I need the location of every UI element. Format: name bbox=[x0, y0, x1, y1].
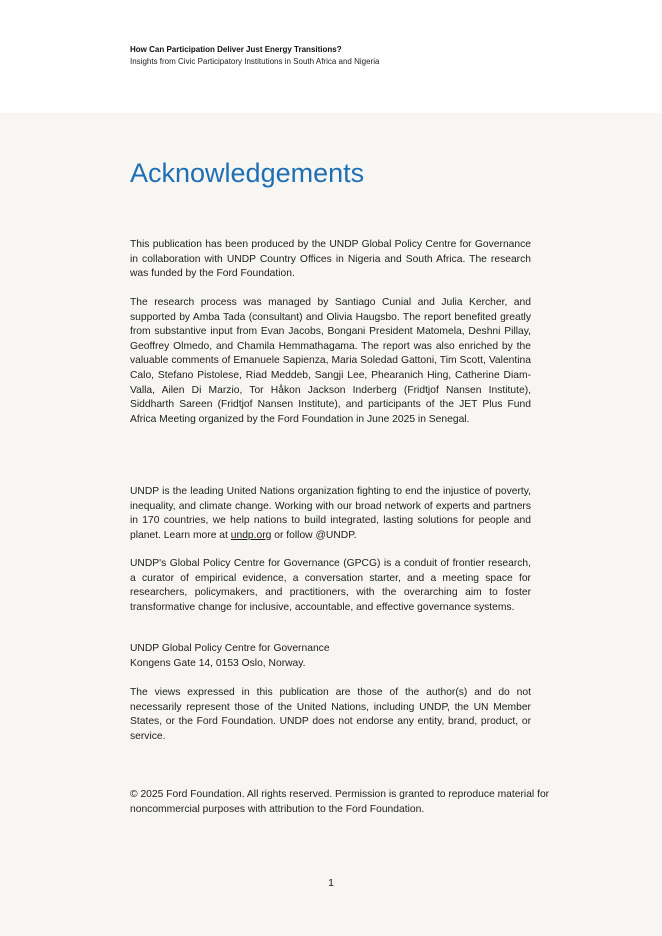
gpcg-paragraph: UNDP's Global Policy Centre for Governance (GPCG) is a conduit of frontier research, a curator of empirical evidence, a conversation starter, and a meeting space for researchers, policymakers, and practitioners, with the overarching aim to foster transformative change for inclusive, accountable, and effective governance systems. bbox=[130, 558, 531, 613]
page-number: 1 bbox=[328, 877, 334, 889]
copyright-paragraph: © 2025 Ford Foundation. All rights reserved. Permission is granted to reproduce material for noncommercial purposes with attribution to the Ford Foundation. bbox=[130, 789, 550, 815]
undp-about-text: UNDP is the leading United Nations organization fighting to end the injustice of poverty, inequality, and climate change. Working with our broad network of experts and partners in 170 countries, we help nations to build integrated, lasting solutions for people and planet. Learn more at bbox=[130, 486, 531, 541]
publication-paragraph: This publication has been produced by the UNDP Global Policy Centre for Governance in collaboration with UNDP Country Offices in Nigeria and South Africa. The research was funded by the Ford Foundation. bbox=[130, 239, 531, 280]
report-title: How Can Participation Deliver Just Energy Transitions? bbox=[130, 45, 342, 54]
address-line-1: UNDP Global Policy Centre for Governance bbox=[130, 643, 330, 654]
research-paragraph: The research process was managed by Santiago Cunial and Julia Kercher, and supported by Amba Tada (consultant) and Olivia Haugsbo. The report benefited greatly from substantive input from Evan Jacobs, Bongani President Matomela, Deshni Pillay, Geoffrey Olmedo, and Chamila Hemmathagama. The report was also enriched by the valuable comments of Emanuele Sapienza, Maria Soledad Gattoni, Tim Scott, Valentina Calo, Stefano Pistolese, Riad Meddeb, Sangji Lee, Phearanich Hing, Catherine Diam-Valla, Ailen Di Marzio, Tor Håkon Jackson Inderberg (Fridtjof Nansen Institute), Siddharth Sareen (Fridtjof Nansen Institute), and participants of the JET Plus Fund Africa Meeting organized by the Ford Foundation in June 2025 in Senegal. bbox=[130, 297, 531, 425]
undp-link[interactable]: undp.org bbox=[230, 529, 272, 541]
running-header bbox=[0, 0, 662, 113]
undp-about-paragraph bbox=[130, 485, 531, 543]
page-title: Acknowledgements bbox=[130, 158, 365, 188]
report-subtitle: Insights from Civic Participatory Institutions in South Africa and Nigeria bbox=[130, 57, 380, 66]
address-line-2: Kongens Gate 14, 0153 Oslo, Norway. bbox=[130, 657, 306, 669]
undp-follow-text: or follow @UNDP. bbox=[271, 529, 357, 541]
address-block bbox=[130, 642, 531, 671]
disclaimer-paragraph: The views expressed in this publication are those of the author(s) and do not necessarily represent those of the United Nations, including UNDP, the UN Member States, or the Ford Foundation. UNDP does not endorse any entity, brand, product, or service. bbox=[130, 687, 531, 742]
